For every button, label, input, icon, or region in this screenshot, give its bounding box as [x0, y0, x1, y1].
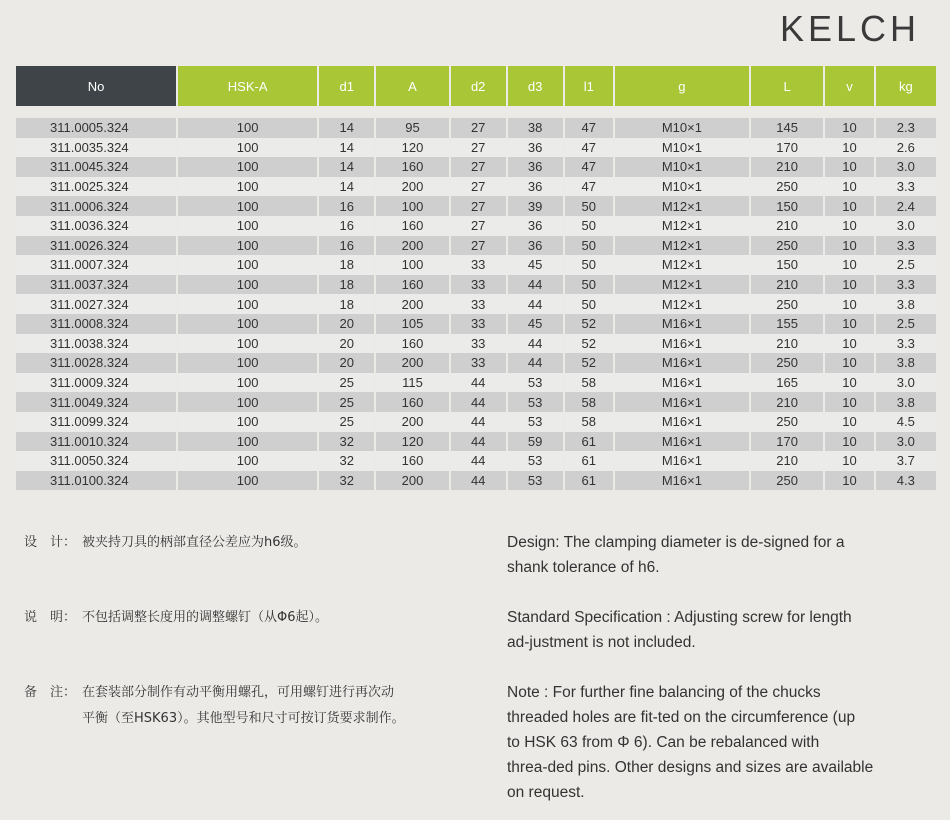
- cell-a: 200: [376, 177, 448, 197]
- table-row: [16, 353, 936, 373]
- cell-g: M12×1: [615, 294, 749, 314]
- note-label: 备 注：: [24, 685, 77, 700]
- cell-d1: 20: [319, 334, 374, 354]
- cell-l1: 50: [565, 216, 613, 236]
- cell-g: M12×1: [615, 255, 749, 275]
- header-d3: d3: [508, 66, 563, 118]
- cell-no: 311.0010.324: [16, 432, 176, 452]
- cell-hsk-a: 100: [178, 432, 317, 452]
- note-design-en: [507, 530, 927, 580]
- cell-l: 250: [751, 177, 823, 197]
- cell-l: 250: [751, 236, 823, 256]
- cell-hsk-a: 100: [178, 294, 317, 314]
- cell-d2: 27: [451, 216, 506, 236]
- table-row: [16, 177, 936, 197]
- cell-l: 210: [751, 451, 823, 471]
- header-a: A: [376, 66, 448, 118]
- cell-d2: 44: [451, 471, 506, 491]
- cell-d1: 32: [319, 451, 374, 471]
- cell-no: 311.0035.324: [16, 138, 176, 158]
- cell-d2: 44: [451, 451, 506, 471]
- cell-d1: 14: [319, 157, 374, 177]
- cell-g: M12×1: [615, 196, 749, 216]
- cell-d2: 33: [451, 275, 506, 295]
- cell-d1: 18: [319, 275, 374, 295]
- cell-no: 311.0045.324: [16, 157, 176, 177]
- cell-v: 10: [825, 236, 873, 256]
- table-row: [16, 294, 936, 314]
- note-en-line: Note : For further fine balancing of the chucks: [507, 684, 821, 701]
- cell-kg: 2.6: [876, 138, 936, 158]
- note-en-line: Standard Specification : Adjusting screw for length: [507, 609, 852, 626]
- cell-v: 10: [825, 412, 873, 432]
- note-specification-en: [507, 605, 927, 655]
- cell-d3: 44: [508, 294, 563, 314]
- cell-l: 170: [751, 138, 823, 158]
- table-row: [16, 196, 936, 216]
- cell-d1: 25: [319, 412, 374, 432]
- cell-d2: 27: [451, 236, 506, 256]
- cell-l1: 61: [565, 451, 613, 471]
- cell-g: M16×1: [615, 353, 749, 373]
- table-row: [16, 412, 936, 432]
- cell-g: M10×1: [615, 118, 749, 138]
- cell-kg: 3.0: [876, 432, 936, 452]
- cell-g: M16×1: [615, 432, 749, 452]
- cell-l1: 58: [565, 373, 613, 393]
- header-kg: kg: [876, 66, 936, 118]
- brand-logo: KELCH: [780, 8, 921, 49]
- header-l: L: [751, 66, 823, 118]
- cell-v: 10: [825, 157, 873, 177]
- cell-kg: 3.0: [876, 373, 936, 393]
- cell-g: M10×1: [615, 177, 749, 197]
- table-row: [16, 216, 936, 236]
- cell-no: 311.0038.324: [16, 334, 176, 354]
- cell-a: 160: [376, 275, 448, 295]
- cell-g: M10×1: [615, 138, 749, 158]
- cell-g: M16×1: [615, 334, 749, 354]
- table-row: [16, 118, 936, 138]
- cell-d1: 25: [319, 392, 374, 412]
- cell-a: 120: [376, 432, 448, 452]
- cell-no: 311.0100.324: [16, 471, 176, 491]
- cell-d2: 44: [451, 412, 506, 432]
- cell-v: 10: [825, 138, 873, 158]
- cell-d3: 39: [508, 196, 563, 216]
- table-header-row: [16, 66, 936, 118]
- cell-no: 311.0008.324: [16, 314, 176, 334]
- cell-l: 210: [751, 275, 823, 295]
- cell-v: 10: [825, 294, 873, 314]
- cell-l: 210: [751, 216, 823, 236]
- cell-d1: 16: [319, 216, 374, 236]
- cell-kg: 3.7: [876, 451, 936, 471]
- cell-g: M16×1: [615, 451, 749, 471]
- cell-d1: 32: [319, 471, 374, 491]
- cell-l1: 47: [565, 157, 613, 177]
- cell-no: 311.0006.324: [16, 196, 176, 216]
- cell-v: 10: [825, 334, 873, 354]
- note-en-line: shank tolerance of h6.: [507, 559, 660, 576]
- cell-d2: 44: [451, 373, 506, 393]
- cell-d3: 36: [508, 157, 563, 177]
- cell-kg: 3.3: [876, 334, 936, 354]
- note-en-line: threa-ded pins. Other designs and sizes are available: [507, 759, 874, 776]
- table-row: [16, 138, 936, 158]
- cell-l: 145: [751, 118, 823, 138]
- cell-d1: 14: [319, 118, 374, 138]
- cell-d3: 36: [508, 138, 563, 158]
- cell-v: 10: [825, 392, 873, 412]
- note-en-line: on request.: [507, 784, 585, 801]
- cell-l: 210: [751, 334, 823, 354]
- cell-no: 311.0005.324: [16, 118, 176, 138]
- cell-a: 95: [376, 118, 448, 138]
- note-en-line: to HSK 63 from Φ 6). Can be rebalanced with: [507, 734, 820, 751]
- cell-hsk-a: 100: [178, 373, 317, 393]
- cell-v: 10: [825, 451, 873, 471]
- cell-d1: 18: [319, 294, 374, 314]
- cell-no: 311.0025.324: [16, 177, 176, 197]
- cell-d1: 18: [319, 255, 374, 275]
- cell-d3: 45: [508, 314, 563, 334]
- cell-d1: 32: [319, 432, 374, 452]
- cell-d3: 36: [508, 236, 563, 256]
- cell-l: 250: [751, 412, 823, 432]
- cell-d3: 53: [508, 373, 563, 393]
- cell-l1: 61: [565, 471, 613, 491]
- cell-d2: 27: [451, 177, 506, 197]
- cell-no: 311.0037.324: [16, 275, 176, 295]
- cell-kg: 3.0: [876, 157, 936, 177]
- cell-g: M16×1: [615, 412, 749, 432]
- note-cn-line: 在套装部分制作有动平衡用螺孔，可用螺钉进行再次动: [82, 685, 395, 700]
- cell-a: 160: [376, 157, 448, 177]
- cell-no: 311.0028.324: [16, 353, 176, 373]
- table-row: [16, 471, 936, 491]
- cell-l: 250: [751, 353, 823, 373]
- cell-l: 210: [751, 157, 823, 177]
- cell-no: 311.0007.324: [16, 255, 176, 275]
- cell-kg: 2.4: [876, 196, 936, 216]
- cell-g: M16×1: [615, 314, 749, 334]
- cell-l1: 50: [565, 196, 613, 216]
- cell-g: M16×1: [615, 471, 749, 491]
- cell-g: M10×1: [615, 157, 749, 177]
- cell-a: 160: [376, 334, 448, 354]
- cell-a: 160: [376, 451, 448, 471]
- cell-kg: 4.3: [876, 471, 936, 491]
- cell-a: 100: [376, 255, 448, 275]
- cell-v: 10: [825, 118, 873, 138]
- spec-table: [14, 66, 938, 490]
- note-remark-cn: [24, 680, 484, 732]
- cell-d2: 33: [451, 353, 506, 373]
- cell-hsk-a: 100: [178, 353, 317, 373]
- table-row: [16, 275, 936, 295]
- table-row: [16, 236, 936, 256]
- cell-d1: 16: [319, 196, 374, 216]
- cell-l1: 50: [565, 236, 613, 256]
- cell-l1: 50: [565, 294, 613, 314]
- cell-a: 160: [376, 216, 448, 236]
- header-v: v: [825, 66, 873, 118]
- note-design-cn: [24, 530, 484, 556]
- cell-kg: 3.8: [876, 353, 936, 373]
- note-en-line: ad-justment is not included.: [507, 634, 696, 651]
- cell-g: M16×1: [615, 373, 749, 393]
- cell-kg: 3.3: [876, 177, 936, 197]
- header-l1: l1: [565, 66, 613, 118]
- cell-hsk-a: 100: [178, 236, 317, 256]
- cell-l1: 47: [565, 177, 613, 197]
- cell-v: 10: [825, 275, 873, 295]
- note-en-line: Design: The clamping diameter is de-signed for a: [507, 534, 845, 551]
- cell-kg: 3.0: [876, 216, 936, 236]
- cell-d3: 36: [508, 177, 563, 197]
- cell-hsk-a: 100: [178, 118, 317, 138]
- header-d2: d2: [451, 66, 506, 118]
- cell-d3: 44: [508, 353, 563, 373]
- cell-hsk-a: 100: [178, 334, 317, 354]
- table-row: [16, 432, 936, 452]
- cell-d3: 59: [508, 432, 563, 452]
- cell-d3: 53: [508, 412, 563, 432]
- cell-l1: 58: [565, 392, 613, 412]
- cell-d3: 53: [508, 451, 563, 471]
- table-row: [16, 373, 936, 393]
- header-g: g: [615, 66, 749, 118]
- cell-d2: 27: [451, 138, 506, 158]
- cell-hsk-a: 100: [178, 451, 317, 471]
- cell-v: 10: [825, 471, 873, 491]
- cell-kg: 2.5: [876, 314, 936, 334]
- note-label: 说 明：: [24, 610, 77, 625]
- cell-d3: 36: [508, 216, 563, 236]
- cell-l: 155: [751, 314, 823, 334]
- cell-l1: 52: [565, 334, 613, 354]
- cell-a: 200: [376, 471, 448, 491]
- cell-l: 210: [751, 392, 823, 412]
- cell-l: 170: [751, 432, 823, 452]
- cell-hsk-a: 100: [178, 275, 317, 295]
- cell-l1: 58: [565, 412, 613, 432]
- note-label: 设 计：: [24, 535, 77, 550]
- cell-no: 311.0027.324: [16, 294, 176, 314]
- cell-no: 311.0050.324: [16, 451, 176, 471]
- note-cn-line: 不包括调整长度用的调整螺钉（从Φ6起）。: [82, 610, 329, 625]
- cell-kg: 3.8: [876, 392, 936, 412]
- cell-hsk-a: 100: [178, 255, 317, 275]
- cell-d2: 44: [451, 432, 506, 452]
- note-cn-line: 被夹持刀具的柄部直径公差应为h6级。: [82, 535, 307, 550]
- cell-a: 115: [376, 373, 448, 393]
- table-body: [16, 118, 936, 490]
- cell-v: 10: [825, 314, 873, 334]
- cell-d3: 38: [508, 118, 563, 138]
- cell-hsk-a: 100: [178, 471, 317, 491]
- cell-a: 200: [376, 353, 448, 373]
- cell-v: 10: [825, 432, 873, 452]
- cell-a: 200: [376, 294, 448, 314]
- header-d1: d1: [319, 66, 374, 118]
- cell-d2: 33: [451, 314, 506, 334]
- cell-kg: 2.3: [876, 118, 936, 138]
- cell-d2: 44: [451, 392, 506, 412]
- cell-d2: 27: [451, 196, 506, 216]
- cell-d3: 45: [508, 255, 563, 275]
- cell-a: 120: [376, 138, 448, 158]
- cell-kg: 3.3: [876, 236, 936, 256]
- cell-a: 105: [376, 314, 448, 334]
- table-row: [16, 451, 936, 471]
- cell-d3: 44: [508, 334, 563, 354]
- note-cn-line: 平衡（至HSK63）。其他型号和尺寸可按订货要求制作。: [82, 711, 405, 726]
- cell-d2: 33: [451, 294, 506, 314]
- note-en-line: threaded holes are fit-ted on the circumference (up: [507, 709, 856, 726]
- cell-l1: 50: [565, 255, 613, 275]
- cell-l1: 52: [565, 353, 613, 373]
- cell-l1: 47: [565, 118, 613, 138]
- cell-a: 100: [376, 196, 448, 216]
- cell-v: 10: [825, 255, 873, 275]
- cell-no: 311.0099.324: [16, 412, 176, 432]
- cell-d3: 53: [508, 392, 563, 412]
- cell-hsk-a: 100: [178, 138, 317, 158]
- header-hsk-a: HSK-A: [178, 66, 317, 118]
- cell-hsk-a: 100: [178, 177, 317, 197]
- cell-g: M12×1: [615, 216, 749, 236]
- cell-kg: 4.5: [876, 412, 936, 432]
- cell-d2: 33: [451, 255, 506, 275]
- cell-hsk-a: 100: [178, 196, 317, 216]
- cell-g: M12×1: [615, 275, 749, 295]
- cell-l: 165: [751, 373, 823, 393]
- table-row: [16, 392, 936, 412]
- cell-l: 150: [751, 196, 823, 216]
- cell-d1: 25: [319, 373, 374, 393]
- cell-d1: 20: [319, 353, 374, 373]
- table-row: [16, 314, 936, 334]
- cell-l: 250: [751, 471, 823, 491]
- cell-no: 311.0036.324: [16, 216, 176, 236]
- cell-v: 10: [825, 373, 873, 393]
- cell-hsk-a: 100: [178, 216, 317, 236]
- cell-d1: 14: [319, 138, 374, 158]
- cell-d1: 16: [319, 236, 374, 256]
- cell-hsk-a: 100: [178, 412, 317, 432]
- cell-a: 160: [376, 392, 448, 412]
- cell-g: M12×1: [615, 236, 749, 256]
- note-specification-cn: [24, 605, 484, 631]
- cell-hsk-a: 100: [178, 314, 317, 334]
- cell-no: 311.0049.324: [16, 392, 176, 412]
- cell-l1: 50: [565, 275, 613, 295]
- cell-l: 150: [751, 255, 823, 275]
- cell-g: M16×1: [615, 392, 749, 412]
- cell-v: 10: [825, 216, 873, 236]
- cell-a: 200: [376, 412, 448, 432]
- cell-hsk-a: 100: [178, 392, 317, 412]
- cell-v: 10: [825, 353, 873, 373]
- cell-l1: 47: [565, 138, 613, 158]
- table-row: [16, 334, 936, 354]
- cell-a: 200: [376, 236, 448, 256]
- cell-no: 311.0009.324: [16, 373, 176, 393]
- cell-no: 311.0026.324: [16, 236, 176, 256]
- cell-v: 10: [825, 177, 873, 197]
- cell-d2: 27: [451, 118, 506, 138]
- cell-kg: 3.3: [876, 275, 936, 295]
- table-row: [16, 255, 936, 275]
- cell-d3: 53: [508, 471, 563, 491]
- note-remark-en: [507, 680, 927, 805]
- cell-d1: 20: [319, 314, 374, 334]
- cell-l1: 52: [565, 314, 613, 334]
- cell-d2: 27: [451, 157, 506, 177]
- cell-kg: 3.8: [876, 294, 936, 314]
- cell-d2: 33: [451, 334, 506, 354]
- cell-kg: 2.5: [876, 255, 936, 275]
- table-row: [16, 157, 936, 177]
- cell-d3: 44: [508, 275, 563, 295]
- cell-hsk-a: 100: [178, 157, 317, 177]
- cell-l1: 61: [565, 432, 613, 452]
- cell-d1: 14: [319, 177, 374, 197]
- cell-v: 10: [825, 196, 873, 216]
- header-no: No: [16, 66, 176, 118]
- cell-l: 250: [751, 294, 823, 314]
